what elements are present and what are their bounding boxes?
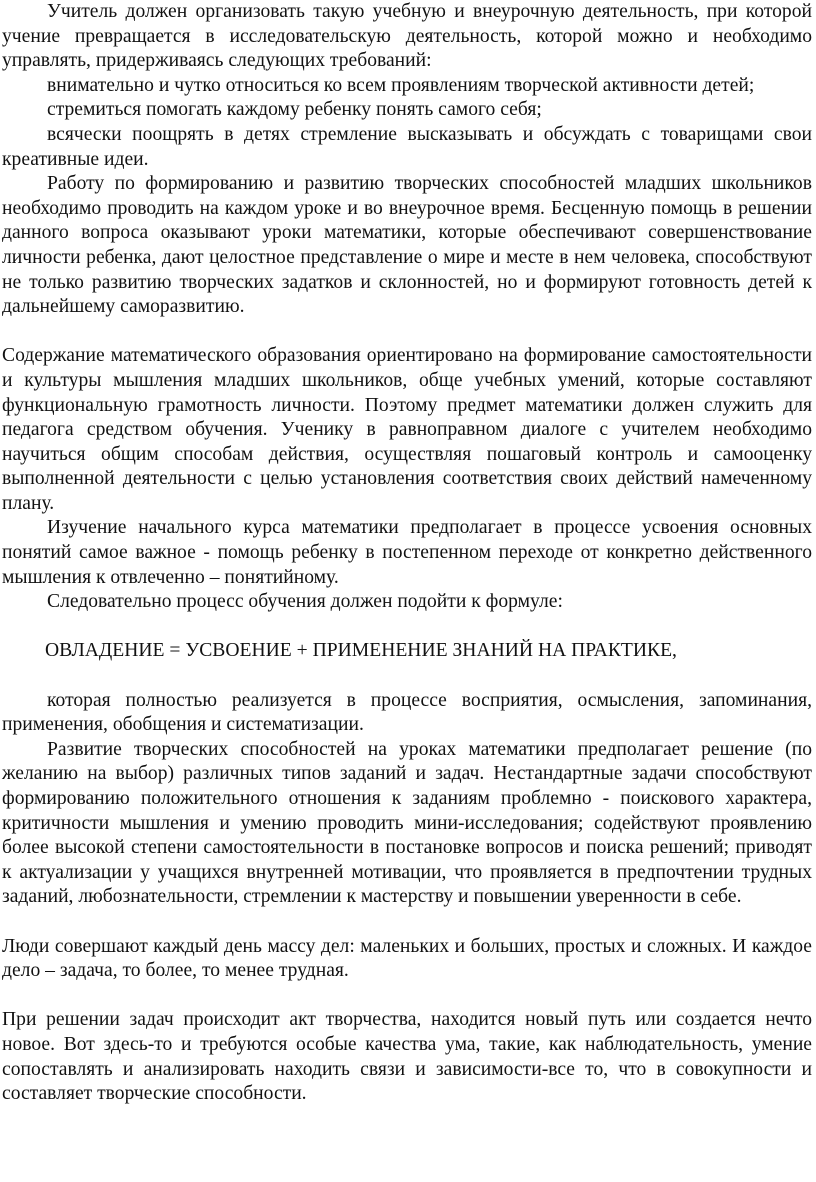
paragraph-content: Содержание математического образования ориентировано на формирование самостоятельности и культуры мышления младших школьников, обще учебных умений, которые составляют функциональную грамотность личности. Поэтому предмет математики должен служить для педагога средством обучения. Ученику в равноправном диалоге с учителем необходимо научиться общим способам действия, осуществляя пошаговый контроль и самооценку выполненной деятельности с целью установления соответствия своих действий намеченному плану. <box>2 345 812 514</box>
paragraph-consequently: Следовательно процесс обучения должен подойти к формуле: <box>47 591 563 613</box>
paragraph-creative-development: Развитие творческих способностей на уроках математики предполагает решение (по желанию на выбор) различных типов заданий и задач. Нестандартные задачи способствуют формированию положительного отношения к заданиям проблемно - поискового характера, критичности мышления и умению проводить мини-исследования; содействуют проявлению более высокой степени самостоятельности в постановке вопросов и поиска решений; приводят к актуализации у учащихся внутренней мотивации, что проявляется в предпочтении трудных заданий, любознательности, стремлении к мастерству и повышении уверенности в себе. <box>2 738 812 908</box>
blank-line <box>2 910 812 935</box>
paragraph-study: Изучение начального курса математики предполагает в процессе усвоения основных понятий самое важное - помощь ребенку в постепенном переходе от конкретно действенного мышления к отвлеченно – понятийному. <box>2 517 812 588</box>
paragraph-requirement-1: внимательно и чутко относиться ко всем проявлениям творческой активности детей; <box>47 74 755 96</box>
blank-line <box>2 664 812 689</box>
blank-line <box>2 320 812 345</box>
blank-line <box>2 615 812 640</box>
blank-line <box>2 984 812 1009</box>
paragraph-problem-solving: При решении задач происходит акт творчества, находится новый путь или создается нечто новое. Вот здесь-то и требуются особые качества ума, такие, как наблюдательность, умение сопоставлять и анализировать находить связи и зависимости-все то, что в совокупности и составляет творческие способности. <box>2 1009 812 1105</box>
paragraph-work: Работу по формированию и развитию творческих способностей младших школьников необходимо проводить на каждом уроке и во внеурочное время. Бесценную помощь в решении данного вопроса оказывают уроки математики, которые обеспечивают совершенствование личности ребенка, дают целостное представление о мире и месте в нем человека, способствуют не только развитию творческих задатков и склонностей, но и формируют готовность детей к дальнейшему саморазвитию. <box>2 173 812 318</box>
paragraph-requirement-3: всячески поощрять в детях стремление высказывать и обсуждать с товарищами свои креативные идеи. <box>2 123 812 170</box>
paragraph-intro: Учитель должен организовать такую учебную и внеурочную деятельность, при которой учение превращается в исследовательскую деятельность, которой можно и необходимо управлять, придерживаясь следующих требований: <box>2 1 812 72</box>
formula-line: ОВЛАДЕНИЕ = УСВОЕНИЕ + ПРИМЕНЕНИЕ ЗНАНИЙ НА ПРАКТИКЕ, <box>45 640 677 662</box>
paragraph-formula-realization: которая полностью реализуется в процессе восприятия, осмысления, запоминания, применения, обобщения и систематизации. <box>2 689 812 736</box>
paragraph-people: Люди совершают каждый день массу дел: маленьких и больших, простых и сложных. И каждое дело – задача, то более, то менее трудная. <box>2 935 812 982</box>
paragraph-requirement-2: стремиться помогать каждому ребенку понять самого себя; <box>47 99 542 121</box>
